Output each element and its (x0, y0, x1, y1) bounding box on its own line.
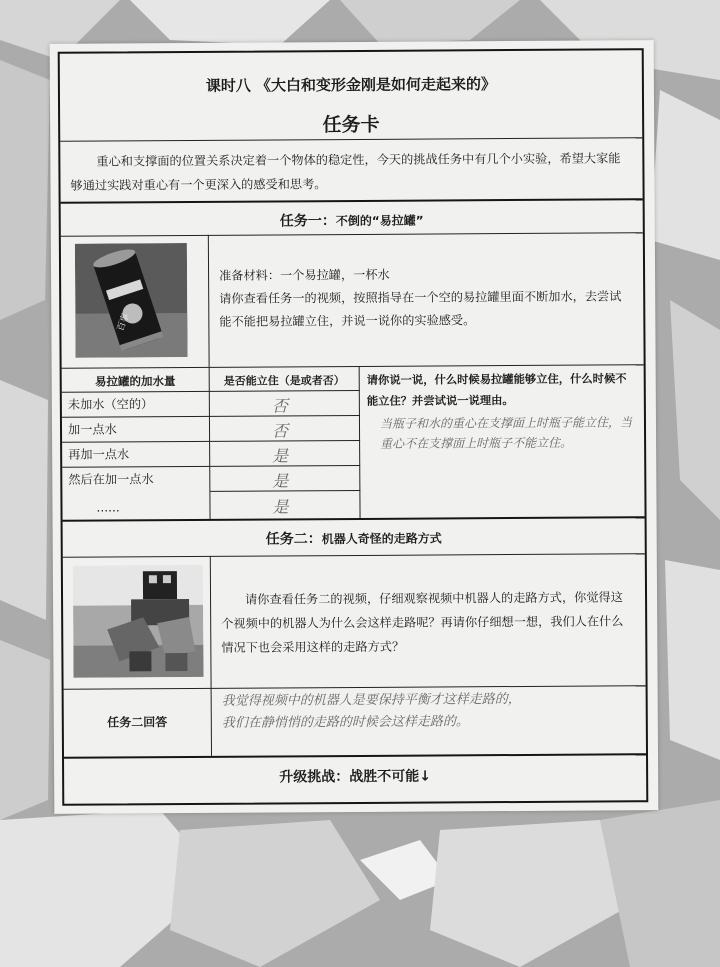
divider (210, 556, 212, 688)
intro-paragraph: 重心和支撑面的位置关系决定着一个物体的稳定性，今天的挑战任务中有几个小实验，希望大家能够通过实践对重心有一个更深入的感受和思考。 (70, 151, 621, 193)
task2-heading-prefix: 任务二： (265, 531, 322, 548)
table-row-amount: 未加水（空的） (67, 397, 154, 412)
task1-question: 请你说一说，什么时候易拉罐能够立住，什么时候不能立住？并尝试说一说理由。 (366, 372, 627, 408)
divider (63, 553, 645, 558)
task1-materials: 准备材料：一个易拉罐，一杯水 (219, 267, 390, 283)
table-row-answer: 是 (272, 497, 289, 517)
table-row-answer: 否 (271, 396, 288, 416)
upgrade-challenge: 升级挑战：战胜不可能↓ (279, 768, 432, 786)
card-border (58, 48, 649, 806)
table-row-amount: 加一点水 (67, 422, 117, 437)
soda-can-logo-text: 百事 (116, 312, 132, 333)
task1-handwritten-answer: 当瓶子和水的重心在支撑面上时瓶子能立住，当重心不在支撑面上时瓶子不能立住。 (379, 415, 633, 451)
task1-instruction: 请你查看任务一的视频，按照指导在一个空的易拉罐里面不断加水，去尝试能不能把易拉罐立住，并说一说你的实验感受。 (219, 289, 622, 329)
task2-heading-name: 机器人奇怪的走路方式 (321, 531, 442, 547)
divider (208, 235, 210, 367)
soda-can-photo (75, 243, 188, 358)
table-row-answer: 是 (272, 446, 289, 466)
table-header-stand: 是否能立住（是或者否） (223, 374, 345, 388)
task-card-sheet (50, 40, 659, 814)
table-row-answer: 否 (271, 421, 289, 441)
task1-heading (61, 208, 643, 232)
task2-instruction: 请你查看任务二的视频，仔细观察视频中机器人的走路方式，你觉得这个视频中的机器人为什么会这样走路呢？再请你仔细想一想，我们人在什么情况下也会采用这样的走路方式？ (221, 590, 624, 655)
lesson-title: 课时八 《大白和变形金刚是如何走起来的》 (205, 75, 497, 95)
task1-heading-prefix: 任务一： (279, 213, 336, 230)
task1-heading-name: 不倒的“易拉罐” (335, 213, 424, 229)
task2-handwritten-answer: 我觉得视频中的机器人是要保持平衡才这样走路的， (221, 691, 521, 709)
task2-answer-label: 任务二回答 (107, 715, 168, 730)
task2-handwritten-answer: 我们在静悄悄的走路的时候会这样走路的。 (221, 714, 469, 731)
table-row-amount: 再加一点水 (68, 447, 130, 462)
task2-heading (63, 526, 645, 550)
table-row-amount: 然后在加一点水 (68, 472, 154, 487)
card-title: 任务卡 (322, 113, 380, 137)
divider (64, 753, 646, 759)
divider (359, 366, 361, 518)
divider (61, 232, 643, 237)
table-row-answer: 是 (272, 471, 289, 491)
robot-video-screenshot (73, 565, 204, 678)
divider (61, 198, 643, 204)
table-row-amount: ...... (96, 500, 120, 515)
divider (209, 367, 211, 519)
table-header-amount: 易拉罐的加水量 (94, 374, 176, 389)
divider (63, 516, 645, 522)
